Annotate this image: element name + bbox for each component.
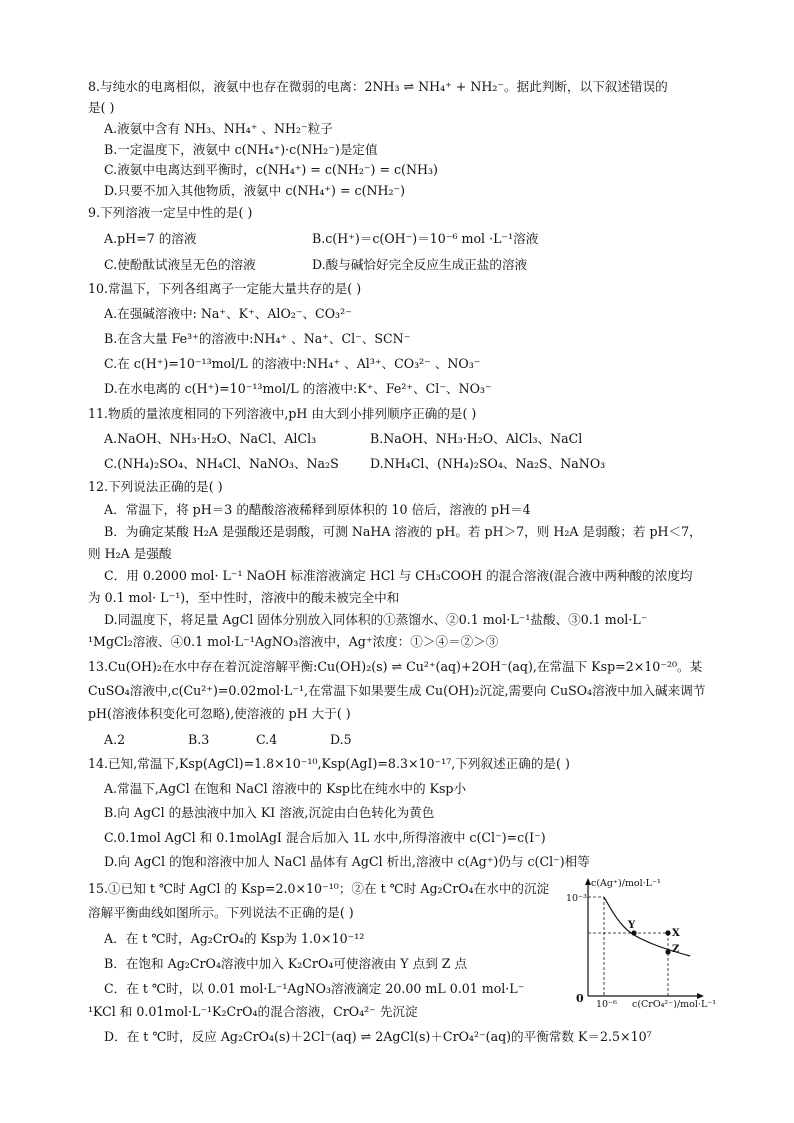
- q15-stem-line2: 溶解平衡曲线如图所示。下列说法不正确的是( ): [88, 905, 354, 920]
- q10-option-b: B.在含大量 Fe³⁺的溶液中:NH₄⁺ 、Na⁺、Cl⁻、SCN⁻: [104, 331, 411, 346]
- x-axis-label: c(CrO₄²⁻)/mol·L⁻¹: [632, 999, 717, 1010]
- y-tick-label: 10⁻³: [566, 893, 587, 904]
- q14-option-b: B.向 AgCl 的悬浊液中加入 KI 溶液,沉淀由白色转化为黄色: [104, 805, 435, 820]
- q13-option-b: B.3: [188, 732, 210, 747]
- point-z-label: Z: [672, 944, 680, 955]
- q9-stem: 9.下列溶液一定呈中性的是( ): [88, 205, 253, 220]
- q11-option-d: D.NH₄Cl、(NH₄)₂SO₄、Na₂S、NaNO₃: [370, 456, 606, 471]
- q14-option-c: C.0.1mol AgCl 和 0.1molAgI 混合后加入 1L 水中,所得溶液中 c(Cl⁻)=c(I⁻): [104, 830, 546, 845]
- q10-stem: 10.常温下，下列各组离子一定能大量共存的是( ): [88, 281, 362, 296]
- origin-label: 0: [576, 992, 584, 1005]
- q13-option-a: A.2: [104, 732, 126, 747]
- q11-stem: 11.物质的量浓度相同的下列溶液中,pH 由大到小排列顺序正确的是( ): [88, 406, 477, 421]
- q15-option-c-line2: ¹KCl 和 0.01mol·L⁻¹K₂CrO₄的混合溶液，CrO₄²⁻ 先沉淀: [88, 1004, 418, 1019]
- q15-option-d: D．在 t ℃时，反应 Ag₂CrO₄(s)＋2Cl⁻(aq) ⇌ 2AgCl(s)＋CrO₄²⁻(aq)的平衡常数 K＝2.5×10⁷: [104, 1029, 652, 1044]
- q9-option-a: A.pH=7 的溶液: [104, 231, 197, 246]
- q12-option-a: A．常温下，将 pH＝3 的醋酸溶液稀释到原体积的 10 倍后，溶液的 pH＝4: [104, 502, 531, 517]
- point-y-label: Y: [628, 920, 636, 931]
- y-axis-label: c(Ag⁺)/mol·L⁻¹: [591, 878, 661, 889]
- point-y: [631, 930, 636, 935]
- q13-option-c: C.4: [256, 732, 278, 747]
- q9-option-d: D.酸与碱恰好完全反应生成正盐的溶液: [312, 257, 528, 272]
- point-z: [665, 949, 670, 954]
- solubility-curve-figure: [566, 874, 717, 1014]
- q8-option-b: B.一定温度下，液氨中 c(NH₄⁺)·c(NH₂⁻)是定值: [104, 142, 378, 157]
- q8-stem-line2: 是( ): [88, 100, 115, 115]
- q14-option-a: A.常温下,AgCl 在饱和 NaCl 溶液中的 Ksp比在纯水中的 Ksp小: [104, 781, 467, 796]
- q15-option-b: B．在饱和 Ag₂CrO₄溶液中加入 K₂CrO₄可使溶液由 Y 点到 Z 点: [104, 956, 468, 971]
- q13-stem-line2: CuSO₄溶液中,c(Cu²⁺)=0.02mol·L⁻¹,在常温下如果要生成 Cu(OH)₂沉淀,需要向 CuSO₄溶液中加入碱来调节: [88, 683, 706, 698]
- q11-option-c: C.(NH₄)₂SO₄、NH₄Cl、NaNO₃、Na₂S: [104, 456, 339, 471]
- q13-stem-line1: 13.Cu(OH)₂在水中存在着沉淀溶解平衡:Cu(OH)₂(s) ⇌ Cu²⁺(aq)+2OH⁻(aq),在常温下 Ksp=2×10⁻²⁰。某: [88, 659, 703, 674]
- q10-option-d: D.在水电离的 c(H⁺)=10⁻¹³mol/L 的溶液中:K⁺、Fe²⁺、Cl⁻、NO₃⁻: [104, 381, 492, 396]
- q12-option-d-line1: D.同温度下，将足量 AgCl 固体分别放入同体积的①蒸馏水、②0.1 mol·L⁻¹盐酸、③0.1 mol·L⁻: [104, 612, 648, 627]
- q8-option-c: C.液氨中电离达到平衡时，c(NH₄⁺) = c(NH₂⁻) = c(NH₃): [104, 162, 438, 177]
- q8-option-a: A.液氨中含有 NH₃、NH₄⁺ 、NH₂⁻粒子: [104, 121, 333, 136]
- q13-stem-line3: pH(溶液体积变化可忽略),使溶液的 pH 大于( ): [88, 706, 351, 721]
- q12-option-c-line1: C．用 0.2000 mol· L⁻¹ NaOH 标准溶液滴定 HCl 与 CH₃COOH 的混合溶液(混合液中两种酸的浓度均: [104, 568, 693, 583]
- q12-option-d-line2: ¹MgCl₂溶液、④0.1 mol·L⁻¹AgNO₃溶液中，Ag⁺浓度：①＞④＝②＞③: [88, 634, 499, 649]
- q14-option-d: D.向 AgCl 的饱和溶液中加人 NaCl 晶体有 AgCl 析出,溶液中 c(Ag⁺)仍与 c(Cl⁻)相等: [104, 854, 590, 869]
- q13-option-d: D.5: [330, 732, 352, 747]
- q10-option-c: C.在 c(H⁺)=10⁻¹³mol/L 的溶液中:NH₄⁺ 、Al³⁺、CO₃²⁻ 、NO₃⁻: [104, 356, 481, 371]
- q9-option-c: C.使酚酞试液呈无色的溶液: [104, 257, 256, 272]
- point-x: [665, 930, 670, 935]
- q15-stem-line1: 15.①已知 t ℃时 AgCl 的 Ksp=2.0×10⁻¹⁰；②在 t ℃时 Ag₂CrO₄在水中的沉淀: [88, 881, 550, 896]
- q14-stem: 14.已知,常温下,Ksp(AgCl)=1.8×10⁻¹⁰,Ksp(AgI)=8.3×10⁻¹⁷,下列叙述正确的是( ): [88, 756, 570, 771]
- q8-stem-line1: 8.与纯水的电离相似，液氨中也存在微弱的电离：2NH₃ ⇌ NH₄⁺ + NH₂⁻。据此判断，以下叙述错误的: [88, 79, 668, 94]
- q12-stem: 12.下列说法正确的是( ): [88, 479, 223, 494]
- q9-option-b: B.c(H⁺)＝c(OH⁻)＝10⁻⁶ mol ·L⁻¹溶液: [312, 231, 539, 246]
- q11-option-a: A.NaOH、NH₃·H₂O、NaCl、AlCl₃: [104, 431, 317, 446]
- q15-option-a: A．在 t ℃时，Ag₂CrO₄的 Ksp为 1.0×10⁻¹²: [104, 931, 365, 946]
- x-tick-label: 10⁻⁶: [596, 999, 617, 1010]
- q15-option-c-line1: C．在 t ℃时，以 0.01 mol·L⁻¹AgNO₃溶液滴定 20.00 mL 0.01 mol·L⁻: [104, 981, 525, 996]
- q11-option-b: B.NaOH、NH₃·H₂O、AlCl₃、NaCl: [370, 431, 583, 446]
- q10-option-a: A.在强碱溶液中: Na⁺、K⁺、AlO₂⁻、CO₃²⁻: [104, 306, 352, 321]
- solubility-curve-svg: [566, 874, 717, 1014]
- point-x-label: X: [672, 928, 680, 939]
- q12-option-b-line1: B．为确定某酸 H₂A 是强酸还是弱酸，可测 NaHA 溶液的 pH。若 pH＞7，则 H₂A 是弱酸；若 pH＜7，: [104, 524, 702, 539]
- q8-option-d: D.只要不加入其他物质，液氨中 c(NH₄⁺) = c(NH₂⁻): [104, 183, 406, 198]
- q12-option-b-line2: 则 H₂A 是强酸: [88, 546, 172, 561]
- q12-option-c-line2: 为 0.1 mol· L⁻¹)，至中性时，溶液中的酸未被完全中和: [88, 590, 400, 605]
